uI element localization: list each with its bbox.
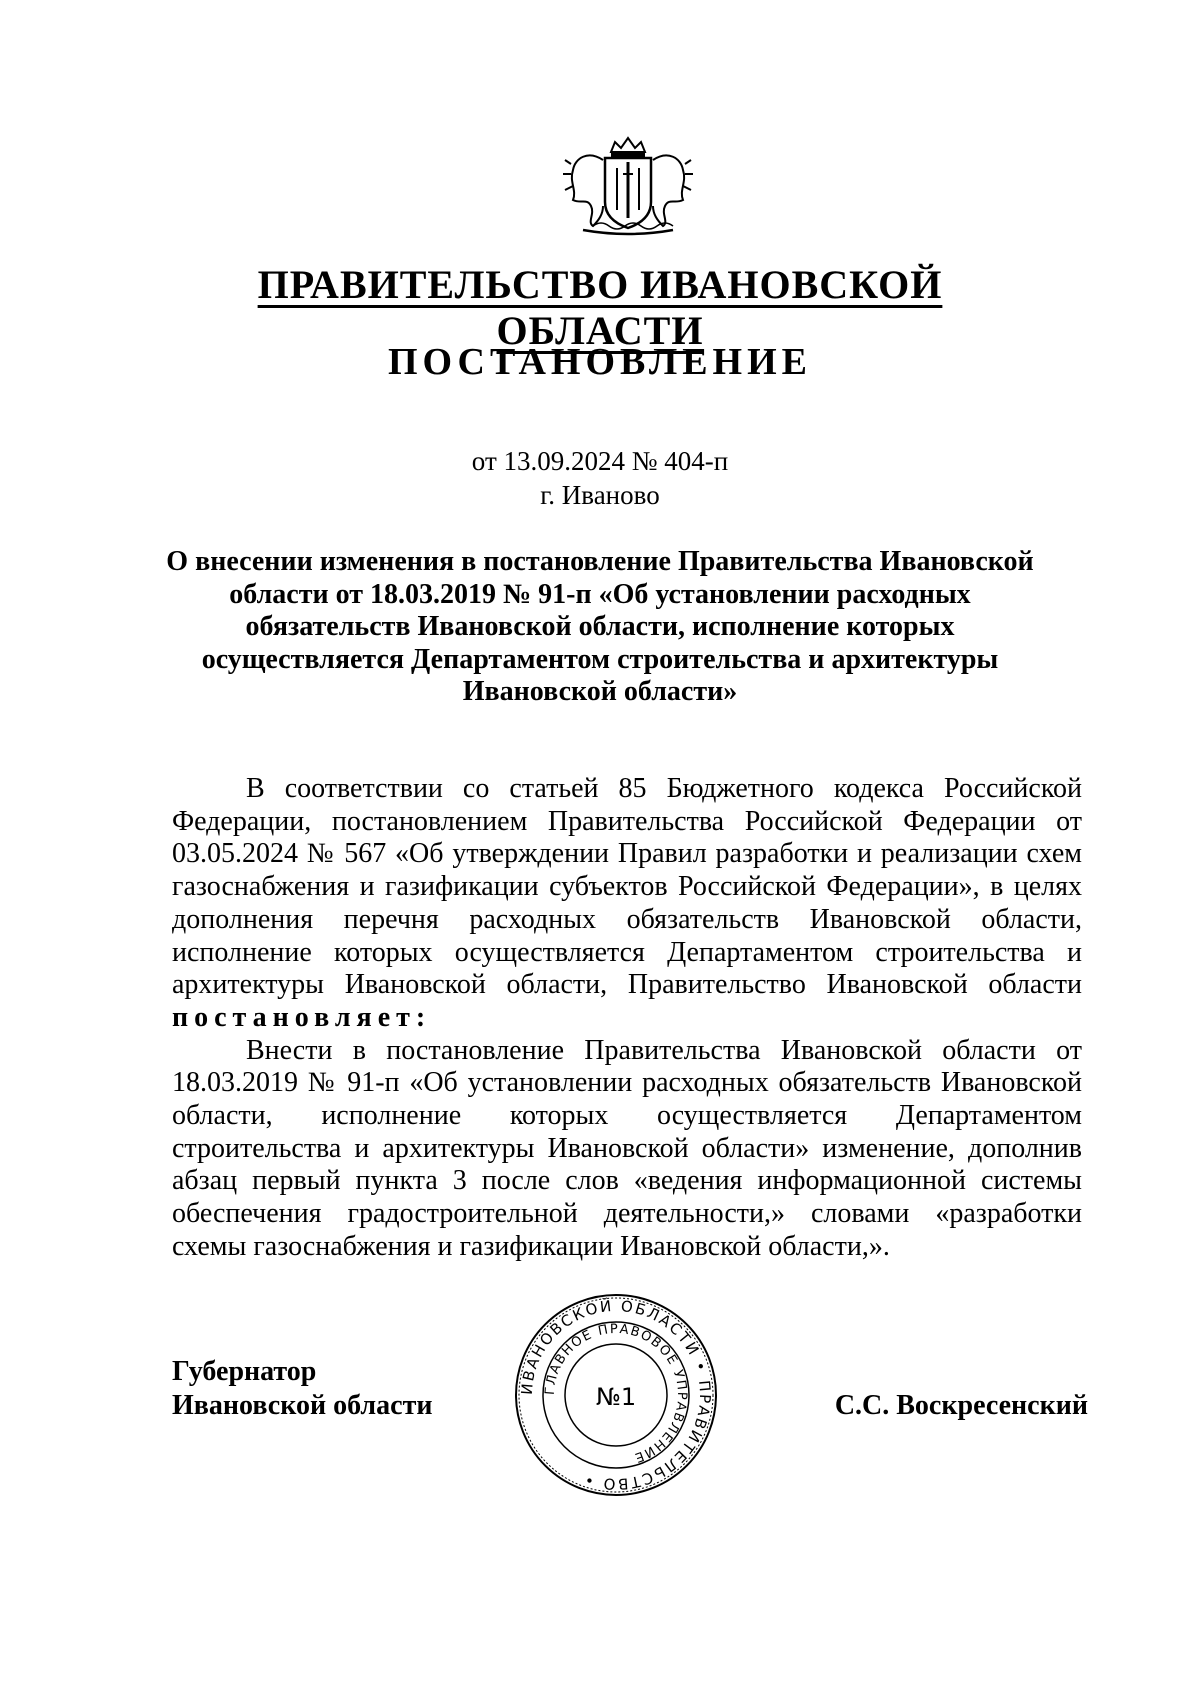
document-subject: О внесении изменения в постановление Правительства Ивановской области от 18.03.2019 № 91-п «Об установлении расходных обязательств Ивановской области, исполнение которых осуществляется Департаментом строительства и архитектуры Ивановской области» [166,546,1034,707]
body-paragraph-1-text: В соответствии со статьей 85 Бюджетного кодекса Российской Федерации, постановлением Правительства Российской Федерации от 03.05.2024 № 567 «Об утверждении Правил разработки и реализации схем газоснабжения и газификации субъектов Российской Федерации», в целях дополнения перечня расходных обязательств Ивановской области, исполнение которых осуществляется Департаментом строительства и архитектуры Ивановской области, Правительство Ивановской области [172,773,1082,1001]
document-body [172,773,1082,1264]
decree-word: постановляет: [172,1001,432,1033]
body-paragraph-1 [172,773,1082,1035]
signatory-name: С.С. Воскресенский [834,1390,1088,1421]
government-title: ПРАВИТЕЛЬСТВО ИВАНОВСКОЙ ОБЛАСТИ [257,262,943,353]
body-paragraph-2: Внести в постановление Правительства Ивановской области от 18.03.2019 № 91-п «Об установлении расходных обязательств Ивановской области, исполнение которых осуществляется Департаментом строительства и архитектуры Ивановской области» изменение, дополнив абзац первый пункта 3 после слов «ведения информационной системы обеспечения градостроительной деятельности,» словами «разработки схемы газоснабжения и газификации Ивановской области,». [172,1034,1082,1262]
document-city: г. Иваново [540,480,660,510]
document-type-title: ПОСТАНОВЛЕНИЕ [387,341,813,383]
signatory-title-line-2: Ивановской области [172,1390,433,1421]
stamp-center-number: №1 [595,1383,637,1411]
round-seal-stamp-icon [512,1291,720,1499]
signatory-title [172,1355,432,1423]
stamp-outer-text: ИВАНОВСКОЙ ОБЛАСТИ • ПРАВИТЕЛЬСТВО • [517,1296,715,1494]
stamp-inner-text: ГЛАВНОЕ ПРАВОВОЕ УПРАВЛЕНИЕ [542,1321,690,1466]
coat-of-arms-icon [553,130,703,236]
signatory-title-line-1: Губернатор [172,1356,317,1387]
document-number: от 13.09.2024 № 404-п [471,446,729,476]
